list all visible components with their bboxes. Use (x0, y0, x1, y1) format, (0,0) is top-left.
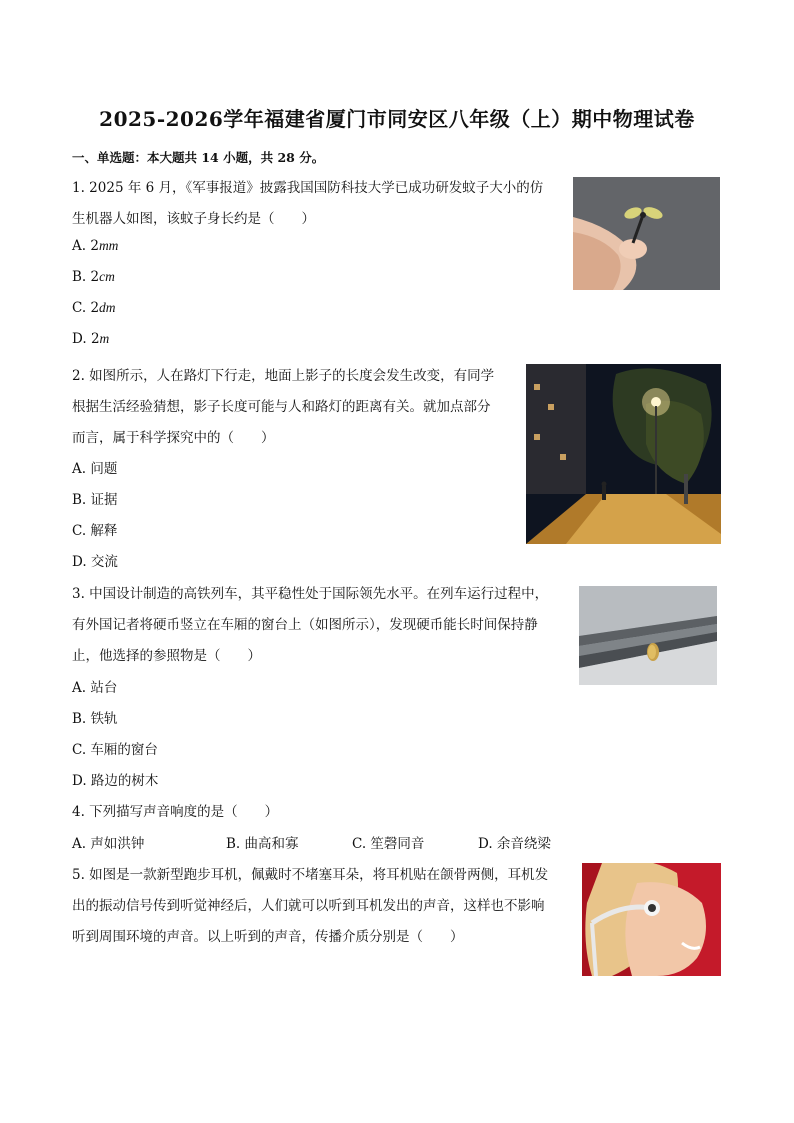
question-3-line-1: 3. 中国设计制造的高铁列车，其平稳性处于国际领先水平。在列车运行过程中， (72, 586, 549, 602)
exam-title: 2025-2026学年福建省厦门市同安区八年级（上）期中物理试卷 (99, 107, 695, 131)
street-lamp-photo (526, 364, 721, 544)
question-1-option-d: D. 2m (72, 331, 110, 347)
question-2-option-d: D. 交流 (72, 554, 118, 570)
question-1-option-a: A. 2mm (72, 238, 119, 254)
question-2-line-1: 2. 如图所示，人在路灯下行走，地面上影子的长度会发生改变，有同学 (72, 368, 495, 384)
question-4-option-d: D. 余音绕梁 (478, 836, 551, 852)
question-4-option-c: C. 笙磬同音 (352, 836, 425, 852)
question-3-option-b: B. 铁轨 (72, 711, 118, 727)
question-2-option-c: C. 解释 (72, 523, 118, 539)
question-1-line-1: 1. 2025 年 6 月，《军事报道》披露我国国防科技大学已成功研发蚊子大小的仿 (72, 180, 544, 196)
question-2-option-a: A. 问题 (72, 461, 118, 477)
question-4-option-a: A. 声如洪钟 (72, 836, 145, 852)
question-4-line-1: 4. 下列描写声音响度的是（ ） (72, 804, 279, 820)
question-2-line-3: 而言，属于科学探究中的（ ） (72, 430, 275, 446)
bone-conduction-headphone-photo (582, 863, 721, 976)
question-3-line-2: 有外国记者将硬币竖立在车厢的窗台上（如图所示），发现硬币能长时间保持静 (72, 617, 538, 633)
question-3-option-c: C. 车厢的窗台 (72, 742, 158, 758)
question-5-line-2: 出的振动信号传到听觉神经后，人们就可以听到耳机发出的声音，这样也不影响 (72, 898, 545, 914)
section-heading: 一、单选题：本大题共 14 小题，共 28 分。 (72, 150, 325, 165)
question-4-option-b: B. 曲高和寡 (226, 836, 299, 852)
question-1-line-2: 生机器人如图，该蚊子身长约是（ ） (72, 211, 315, 227)
question-2-option-b: B. 证据 (72, 492, 118, 508)
question-5-line-3: 听到周围环境的声音。以上听到的声音，传播介质分别是（ ） (72, 929, 464, 945)
question-2-line-2: 根据生活经验猜想，影子长度可能与人和路灯的距离有关。就加点部分 (72, 399, 491, 415)
question-3-option-a: A. 站台 (72, 680, 118, 696)
question-3-option-d: D. 路边的树木 (72, 773, 159, 789)
coin-on-windowsill-photo (579, 586, 717, 685)
question-5-line-1: 5. 如图是一款新型跑步耳机，佩戴时不堵塞耳朵，将耳机贴在颌骨两侧，耳机发 (72, 867, 549, 883)
question-3-line-3: 止，他选择的参照物是（ ） (72, 648, 261, 664)
robot-mosquito-photo (573, 177, 720, 290)
question-1-option-b: B. 2cm (72, 269, 115, 285)
question-1-option-c: C. 2dm (72, 300, 116, 316)
